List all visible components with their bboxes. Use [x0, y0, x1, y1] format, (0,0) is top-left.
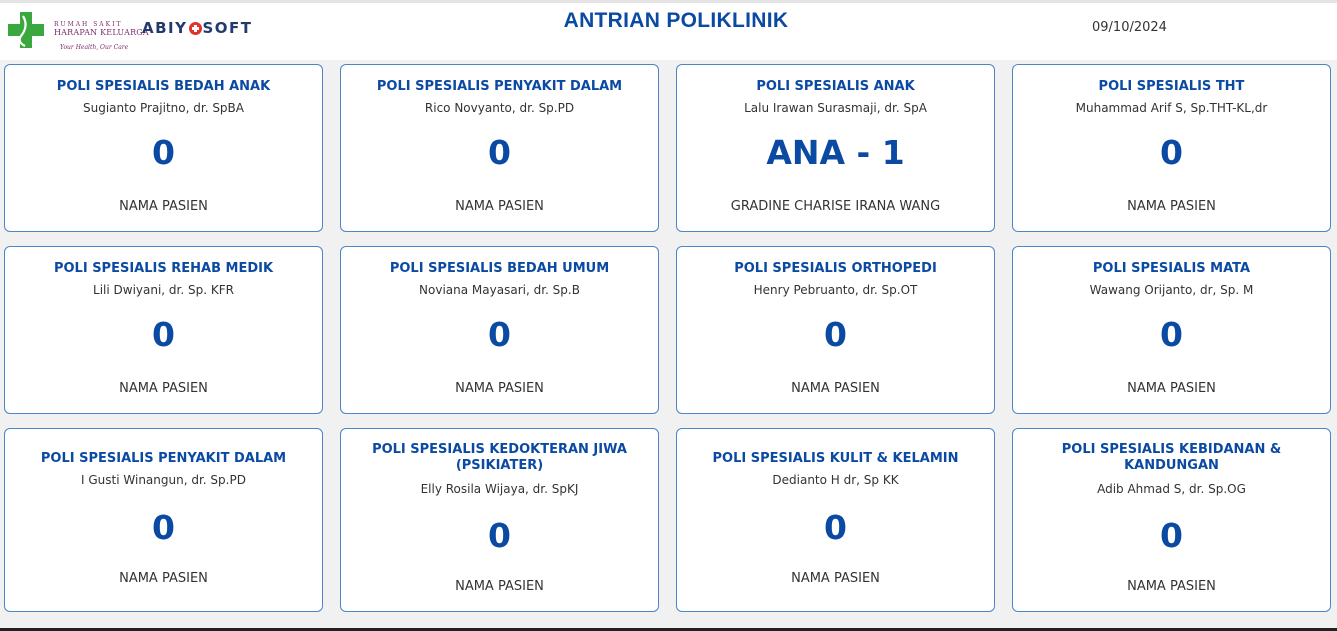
- hospital-name-line2: HARAPAN KELUARGA: [54, 28, 149, 37]
- current-date: 09/10/2024: [1092, 20, 1167, 35]
- queue-number: 0: [1160, 315, 1183, 354]
- clinic-card: [676, 64, 995, 232]
- doctor-name: Lalu Irawan Surasmaji, dr. SpA: [744, 101, 927, 115]
- clinic-name: POLI SPESIALIS THT: [1098, 79, 1245, 94]
- patient-name: NAMA PASIEN: [119, 199, 208, 214]
- patient-name: NAMA PASIEN: [1127, 199, 1216, 214]
- clinic-name: POLI SPESIALIS KEDOKTERAN JIWA (PSIKIATER): [372, 442, 627, 473]
- clinic-name: POLI SPESIALIS KULIT & KELAMIN: [712, 451, 959, 466]
- clinic-name: POLI SPESIALIS ANAK: [756, 79, 915, 94]
- patient-name: NAMA PASIEN: [119, 381, 208, 396]
- patient-name: NAMA PASIEN: [455, 199, 544, 214]
- page-title: ANTRIAN POLIKLINIK: [563, 9, 789, 32]
- patient-name: NAMA PASIEN: [455, 381, 544, 396]
- clinic-card: [676, 246, 995, 414]
- queue-number: 0: [152, 508, 175, 547]
- doctor-name: Lili Dwiyani, dr. Sp. KFR: [93, 283, 234, 297]
- hospital-tagline: Your Health, Our Care: [60, 44, 129, 51]
- doctor-name: I Gusti Winangun, dr. Sp.PD: [81, 473, 246, 487]
- clinic-card: [4, 64, 323, 232]
- header-bar: [0, 0, 1337, 60]
- queue-number: 0: [1160, 133, 1183, 172]
- queue-number: 0: [152, 133, 175, 172]
- doctor-name: Sugianto Prajitno, dr. SpBA: [82, 101, 244, 115]
- patient-name: NAMA PASIEN: [791, 381, 880, 396]
- queue-number: 0: [824, 315, 847, 354]
- queue-number: 0: [824, 508, 847, 547]
- patient-name: NAMA PASIEN: [791, 571, 880, 586]
- clinic-card: [4, 246, 323, 414]
- patient-name: NAMA PASIEN: [1127, 381, 1216, 396]
- clinic-grid: [4, 64, 1331, 613]
- queue-number: ANA - 1: [766, 133, 905, 172]
- doctor-name: Muhammad Arif S, Sp.THT-KL,dr: [1075, 101, 1268, 115]
- doctor-name: Noviana Mayasari, dr. Sp.B: [419, 283, 580, 297]
- clinic-name: POLI SPESIALIS BEDAH UMUM: [389, 261, 610, 276]
- doctor-name: Dedianto H dr, Sp KK: [772, 473, 899, 487]
- queue-number: 0: [488, 133, 511, 172]
- doctor-name: Rico Novyanto, dr. Sp.PD: [424, 101, 575, 115]
- doctor-name: Wawang Orijanto, dr, Sp. M: [1089, 283, 1254, 297]
- brand-part-1: ABIY: [142, 19, 188, 37]
- queue-number: 0: [488, 516, 511, 555]
- queue-number: 0: [1160, 516, 1183, 555]
- clinic-name: POLI SPESIALIS PENYAKIT DALAM: [376, 79, 623, 94]
- clinic-name: POLI SPESIALIS ORTHOPEDI: [734, 261, 937, 276]
- patient-name: NAMA PASIEN: [1127, 579, 1216, 594]
- clinic-card: [1012, 64, 1331, 232]
- clinic-card: [1012, 428, 1331, 612]
- patient-name: GRADINE CHARISE IRANA WANG: [730, 199, 941, 214]
- clinic-name: POLI SPESIALIS BEDAH ANAK: [56, 79, 271, 94]
- clinic-name: POLI SPESIALIS MATA: [1092, 261, 1251, 276]
- clinic-card: [340, 428, 659, 612]
- queue-number: 0: [488, 315, 511, 354]
- patient-name: NAMA PASIEN: [455, 579, 544, 594]
- clinic-card: [4, 428, 323, 612]
- clinic-card: [1012, 246, 1331, 414]
- patient-name: NAMA PASIEN: [119, 571, 208, 586]
- clinic-card: [340, 246, 659, 414]
- clinic-name: POLI SPESIALIS REHAB MEDIK: [53, 261, 274, 276]
- brand-part-2: SOFT: [202, 19, 253, 37]
- clinic-card: [676, 428, 995, 612]
- doctor-name: Elly Rosila Wijaya, dr. SpKJ: [420, 482, 579, 496]
- clinic-card: [340, 64, 659, 232]
- hospital-name-line1: RUMAH SAKIT: [54, 21, 123, 28]
- doctor-name: Henry Pebruanto, dr. Sp.OT: [753, 283, 918, 297]
- doctor-name: Adib Ahmad S, dr. Sp.OG: [1097, 482, 1246, 496]
- clinic-name: POLI SPESIALIS PENYAKIT DALAM: [40, 451, 287, 466]
- queue-number: 0: [152, 315, 175, 354]
- clinic-name: POLI SPESIALIS KEBIDANAN & KANDUNGAN: [1061, 442, 1282, 473]
